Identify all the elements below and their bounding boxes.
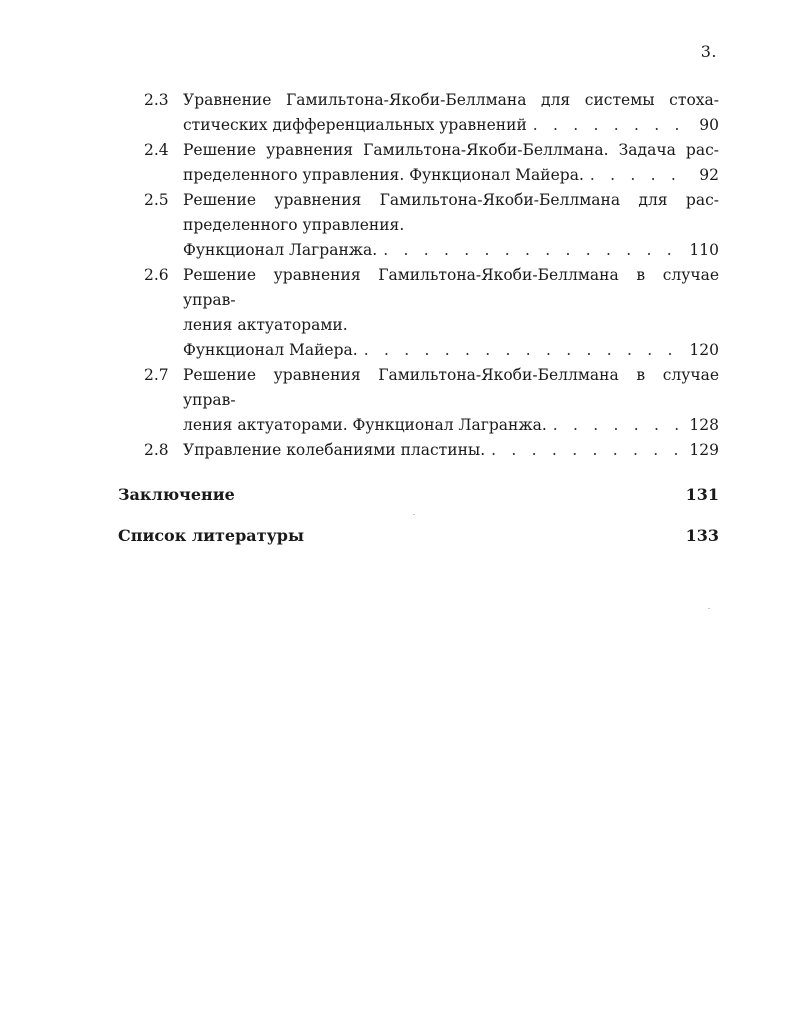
toc-entry-line: Решение уравнения Гамильтона-Якоби-Беллмана. Задача рас- [183, 141, 719, 159]
toc-entry-last-line [183, 338, 719, 363]
dot-leader [491, 438, 683, 463]
toc-entry-last-line [183, 113, 719, 138]
toc-entry-page: 90 [699, 116, 719, 134]
toc-entry-number: 2.3 [144, 91, 169, 109]
toc-entry-page: 110 [689, 241, 719, 259]
toc-entry-2-7[interactable] [118, 363, 719, 438]
toc-chapter-title: Заключение [118, 485, 235, 504]
toc-entry-title-end: Управление колебаниями пластины. [183, 441, 486, 459]
toc-entry-2-5[interactable] [118, 188, 719, 263]
toc-entry-title-end: стических дифференциальных уравнений [183, 116, 527, 134]
toc-entry-number: 2.7 [144, 366, 169, 384]
toc-entry-number: 2.6 [144, 266, 169, 284]
toc-entry-number: 2.4 [144, 141, 169, 159]
dot-leader [590, 163, 691, 188]
toc-chapter-conclusion[interactable] [118, 485, 719, 504]
toc-entry-last-line [183, 438, 719, 463]
toc-entry-page: 128 [689, 416, 719, 434]
table-of-contents [118, 88, 719, 545]
dot-leader [533, 113, 691, 138]
dot-leader [364, 338, 684, 363]
toc-chapter-page: 133 [685, 526, 719, 545]
toc-entry-line: Решение уравнения Гамильтона-Якоби-Беллмана для рас- [183, 191, 719, 209]
toc-entry-title-end: Функционал Лагранжа. [183, 241, 378, 259]
toc-entry-last-line [183, 238, 719, 263]
toc-entry-2-4[interactable] [118, 138, 719, 188]
page-number: 3. [700, 42, 717, 61]
toc-entry-page: 129 [689, 441, 719, 459]
toc-entry-title-end: пределенного управления. Функционал Майера. [183, 166, 584, 184]
toc-entry-2-8[interactable] [118, 438, 719, 463]
toc-entry-last-line [183, 413, 719, 438]
toc-entry-page: 120 [689, 341, 719, 359]
toc-chapter-page: 131 [685, 485, 719, 504]
dot-leader [383, 238, 683, 263]
scan-speck [708, 608, 710, 609]
toc-entry-2-6[interactable] [118, 263, 719, 363]
toc-entry-title-end: ления актуаторами. Функционал Лагранжа. [183, 416, 547, 434]
toc-entry-line: Решение уравнения Гамильтона-Якоби-Беллмана в случае управ- [183, 266, 719, 309]
toc-chapter-title: Список литературы [118, 526, 305, 545]
toc-entry-number: 2.5 [144, 191, 169, 209]
toc-entry-title-end: Функционал Майера. [183, 341, 358, 359]
toc-entry-line: пределенного управления. [183, 216, 405, 234]
toc-entry-line: Уравнение Гамильтона-Якоби-Беллмана для системы стоха- [183, 91, 719, 109]
toc-entry-2-3[interactable] [118, 88, 719, 138]
toc-entry-page: 92 [699, 166, 719, 184]
dot-leader [553, 413, 684, 438]
scan-speck [413, 514, 415, 515]
toc-entry-number: 2.8 [144, 441, 169, 459]
toc-entry-last-line [183, 163, 719, 188]
toc-entry-line: ления актуаторами. [183, 316, 348, 334]
toc-chapter-bibliography[interactable] [118, 526, 719, 545]
toc-entry-line: Решение уравнения Гамильтона-Якоби-Беллмана в случае управ- [183, 366, 719, 409]
